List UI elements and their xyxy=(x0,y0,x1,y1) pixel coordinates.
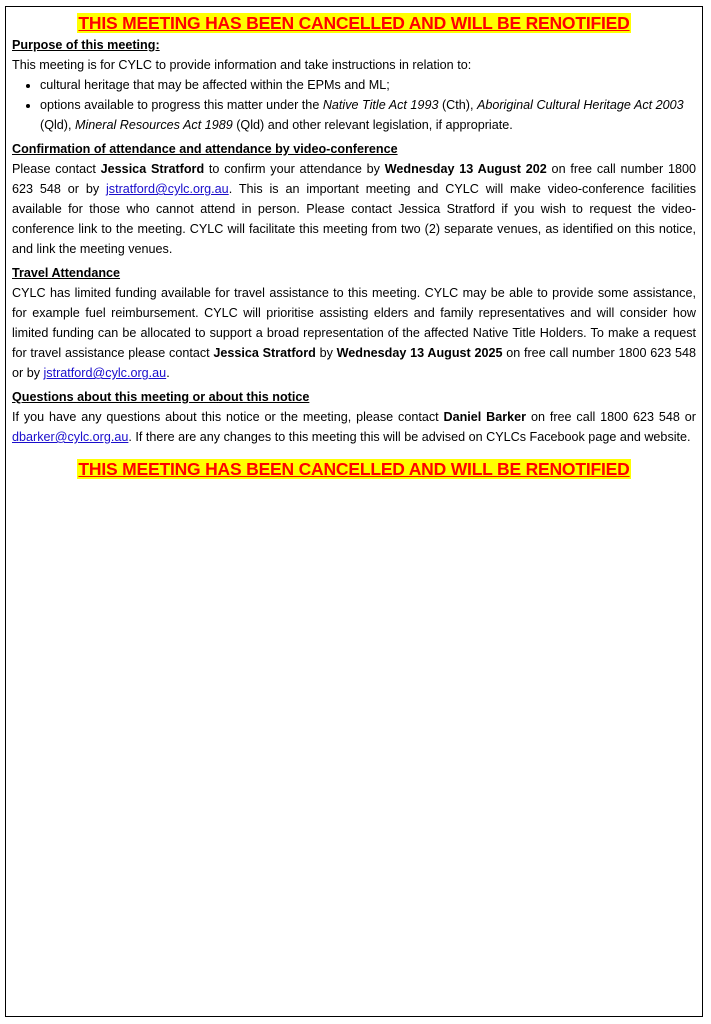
purpose-bullet-2 xyxy=(40,95,696,135)
travel-text-2: by xyxy=(315,346,337,360)
cancelled-banner-bottom-text: THIS MEETING HAS BEEN CANCELLED AND WILL BE RENOTIFIED xyxy=(78,459,630,479)
confirmation-text-1: Please contact xyxy=(12,162,101,176)
purpose-bullet-2-text-1: options available to progress this matter under the xyxy=(40,98,323,112)
questions-contact-name: Daniel Barker xyxy=(443,410,527,424)
confirmation-text-3: on free call number 1800 623 548 or by xyxy=(12,162,697,196)
cultural-heritage-act: Aboriginal Cultural Heritage Act 2003 xyxy=(476,98,684,112)
purpose-intro: This meeting is for CYLC to provide information and take instructions in relation to: xyxy=(12,58,472,72)
questions-paragraph xyxy=(12,407,696,447)
questions-email-link[interactable]: dbarker@cylc.org.au xyxy=(12,430,129,444)
confirmation-email-link[interactable]: jstratford@cylc.org.au xyxy=(106,182,229,196)
travel-text-3: on free call number 1800 623 548 or by xyxy=(12,346,696,380)
travel-section xyxy=(12,263,696,383)
notice-page xyxy=(5,6,703,1017)
purpose-list xyxy=(12,75,696,135)
questions-text-2: on free call 1800 623 548 or xyxy=(526,410,696,424)
cancelled-banner-bottom xyxy=(6,459,702,480)
confirmation-heading: Confirmation of attendance and attendance by video-conference xyxy=(12,142,398,156)
travel-contact-name: Jessica Stratford xyxy=(213,346,316,360)
confirmation-text-2: to confirm your attendance by xyxy=(204,162,385,176)
purpose-section xyxy=(12,35,696,135)
questions-section xyxy=(12,387,696,447)
questions-text-1: If you have any questions about this notice or the meeting, please contact xyxy=(12,410,444,424)
purpose-bullet-2-text-4: (Qld) and other relevant legislation, if appropriate. xyxy=(232,118,513,132)
travel-text-1: CYLC has limited funding available for travel assistance to this meeting. CYLC may be able to provide some assistance, for example fuel reimbursement. CYLC will prioritise assisting elders and family representatives and will consider how limited funding can be allocated to support a broad representation of the affected Native Title Holders. To make a request for travel assistance please contact xyxy=(12,286,696,360)
notice-content xyxy=(6,35,702,447)
purpose-bullet-2-text-3: (Qld), xyxy=(40,118,75,132)
questions-heading: Questions about this meeting or about this notice xyxy=(12,390,310,404)
confirmation-contact-name: Jessica Stratford xyxy=(100,162,205,176)
purpose-bullet-2-text-2: (Cth), xyxy=(438,98,477,112)
purpose-heading: Purpose of this meeting: xyxy=(12,38,160,52)
confirmation-text-4: . This is an important meeting and CYLC will make video-conference facilities available for those who cannot attend in person. Please contact Jessica Stratford if you wish to request the video-conference link to the meeting. CYLC will facilitate this meeting from two (2) separate venues, as identified on this notice, and link the meeting venues. xyxy=(12,182,696,256)
native-title-act: Native Title Act 1993 xyxy=(322,98,439,112)
travel-paragraph xyxy=(12,283,696,383)
travel-text-4: . xyxy=(166,366,170,380)
travel-date: Wednesday 13 August 2025 xyxy=(336,346,503,360)
questions-text-3: . If there are any changes to this meeting this will be advised on CYLCs Facebook page and website. xyxy=(128,430,691,444)
travel-email-link[interactable]: jstratford@cylc.org.au xyxy=(43,366,167,380)
confirmation-date: Wednesday 13 August 202 xyxy=(384,162,547,176)
cancelled-banner-top-text: THIS MEETING HAS BEEN CANCELLED AND WILL BE RENOTIFIED xyxy=(78,13,630,33)
travel-heading: Travel Attendance xyxy=(12,266,121,280)
purpose-bullet-1: • cultural heritage that may be affected within the EPMs and ML; xyxy=(40,75,696,95)
confirmation-section xyxy=(12,139,696,259)
cancelled-banner-top xyxy=(6,13,702,34)
confirmation-paragraph xyxy=(12,159,696,259)
mineral-resources-act: Mineral Resources Act 1989 xyxy=(74,118,233,132)
